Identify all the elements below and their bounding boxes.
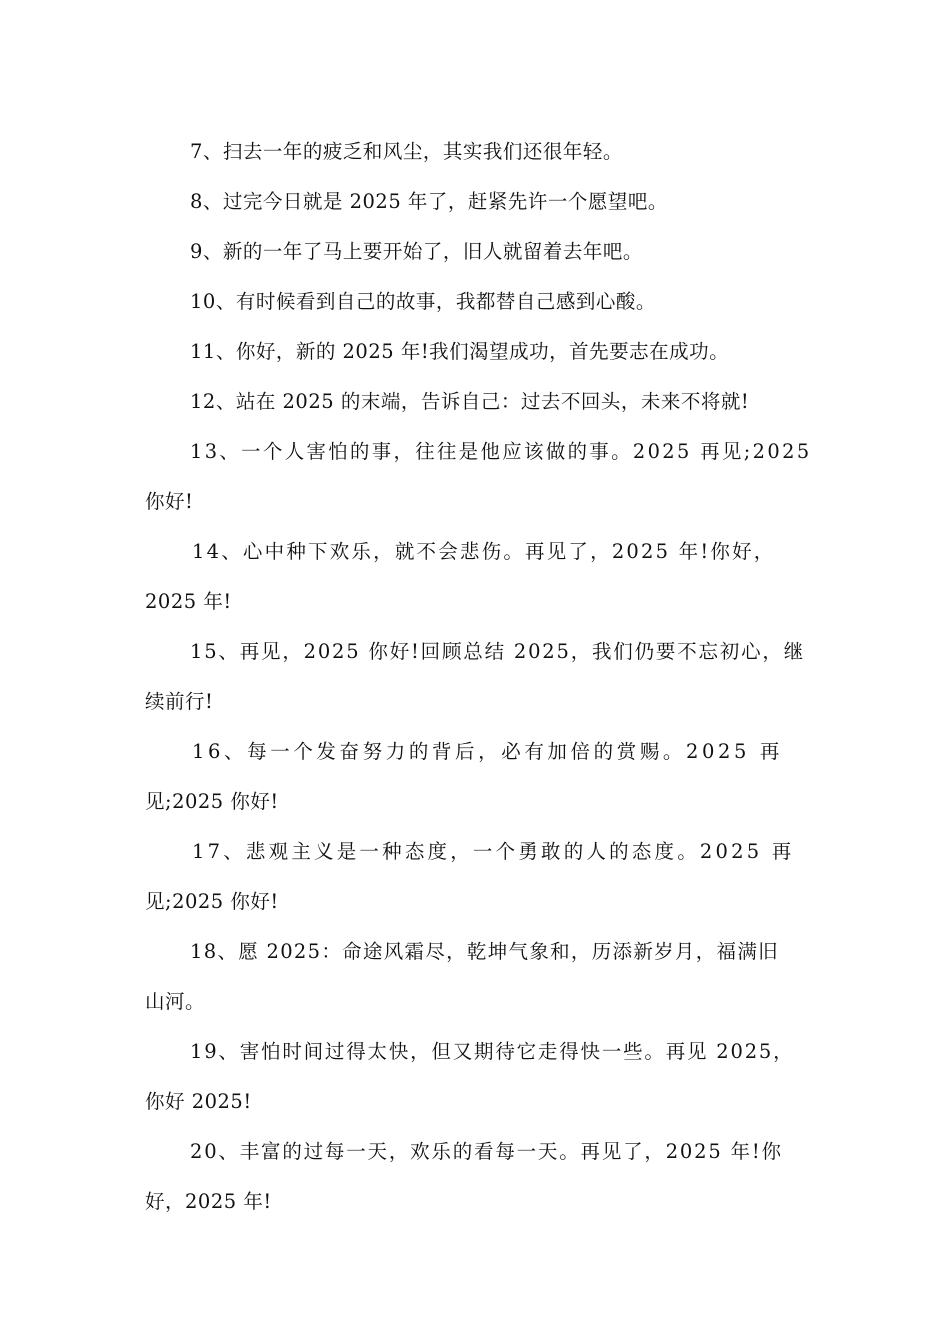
item-10-line-1: 10、有时候看到自己的故事，我都替自己感到心酸。 [190, 290, 656, 313]
item-15-line-2: 续前行! [145, 690, 214, 713]
item-15-line-1: 15、再见，2025 你好!回顾总结 2025，我们仍要不忘初心，继 [190, 640, 805, 663]
item-8-line-1: 8、过完今日就是 2025 年了，赶紧先许一个愿望吧。 [190, 190, 668, 213]
item-9-line-1: 9、新的一年了马上要开始了，旧人就留着去年吧。 [190, 240, 643, 263]
item-16-line-2: 见;2025 你好! [145, 790, 279, 813]
item-20-line-1: 20、丰富的过每一天，欢乐的看每一天。再见了，2025 年!你 [190, 1140, 783, 1163]
item-16-line-1: 16、每一个发奋努力的背后，必有加倍的赏赐。2025 再 [192, 740, 783, 763]
item-17-line-1: 17、悲观主义是一种态度，一个勇敢的人的态度。2025 再 [192, 840, 795, 863]
item-11-line-1: 11、你好，新的 2025 年!我们渴望成功，首先要志在成功。 [190, 340, 730, 363]
item-7-line-1: 7、扫去一年的疲乏和风尘，其实我们还很年轻。 [190, 140, 623, 163]
item-14-line-1: 14、心中种下欢乐，就不会悲伤。再见了，2025 年!你好， [192, 540, 776, 563]
item-13-line-1: 13、一个人害怕的事，往往是他应该做的事。2025 再见;2025 [190, 440, 812, 463]
item-18-line-2: 山河。 [145, 990, 206, 1013]
item-12-line-1: 12、站在 2025 的末端，告诉自己：过去不回头，未来不将就! [190, 390, 750, 413]
item-19-line-2: 你好 2025! [145, 1090, 252, 1113]
item-19-line-1: 19、害怕时间过得太快，但又期待它走得快一些。再见 2025， [190, 1040, 795, 1063]
item-14-line-2: 2025 年! [145, 590, 232, 613]
item-13-line-2: 你好! [145, 490, 194, 513]
item-18-line-1: 18、愿 2025：命途风霜尽，乾坤气象和，历添新岁月，福满旧 [190, 940, 779, 963]
item-20-line-2: 好，2025 年! [145, 1190, 272, 1213]
item-17-line-2: 见;2025 你好! [145, 890, 279, 913]
